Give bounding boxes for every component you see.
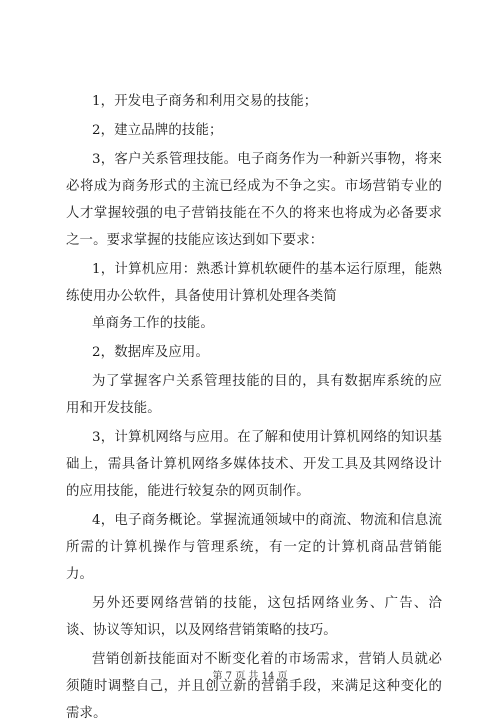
paragraph-9: 4，电子商务概论。掌握流通领域中的商流、物流和信息流所需的计算机操作与管理系统，有一定的计算机商品营销能力。 — [66, 513, 442, 582]
paragraph-5: 单商务工作的技能。 — [92, 316, 214, 331]
paragraph-10: 另外还要网络营销的技能，这包括网络业务、广告、洽谈、协议等知识，以及网络营销策略的技巧。 — [66, 596, 442, 638]
paragraph-7: 为了掌握客户关系管理技能的目的，具有数据库系统的应用和开发技能。 — [66, 374, 442, 416]
paragraph-2: 2，建立品牌的技能； — [92, 123, 223, 138]
paragraph-11: 营销创新技能面对不断变化着的市场需求，营销人员就必须随时调整自己，并且创立新的营销手段，来满足这种变化的需求。 — [66, 652, 442, 721]
paragraph-3: 3，客户关系管理技能。电子商务作为一种新兴事物，将来必将成为商务形式的主流已经成为不争之实。市场营销专业的人才掌握较强的电子营销技能在不久的将来也将成为必备要求之一。要求掌握的技能应该达到如下要求： — [66, 152, 442, 248]
paragraph-4: 1，计算机应用：熟悉计算机软硬件的基本运行原理，能熟练使用办公软件，具备使用计算机处理各类简 — [66, 262, 442, 304]
page-footer: 第 7 页 共 14 页 — [212, 671, 288, 682]
paragraph-6: 2，数据库及应用。 — [92, 345, 209, 360]
paragraph-8: 3，计算机网络与应用。在了解和使用计算机网络的知识基础上，需具备计算机网络多媒体技术、开发工具及其网络设计的应用技能，能进行较复杂的网页制作。 — [66, 430, 442, 499]
document-body — [66, 88, 442, 727]
paragraph-1: 1，开发电子商务和利用交易的技能； — [92, 94, 318, 109]
